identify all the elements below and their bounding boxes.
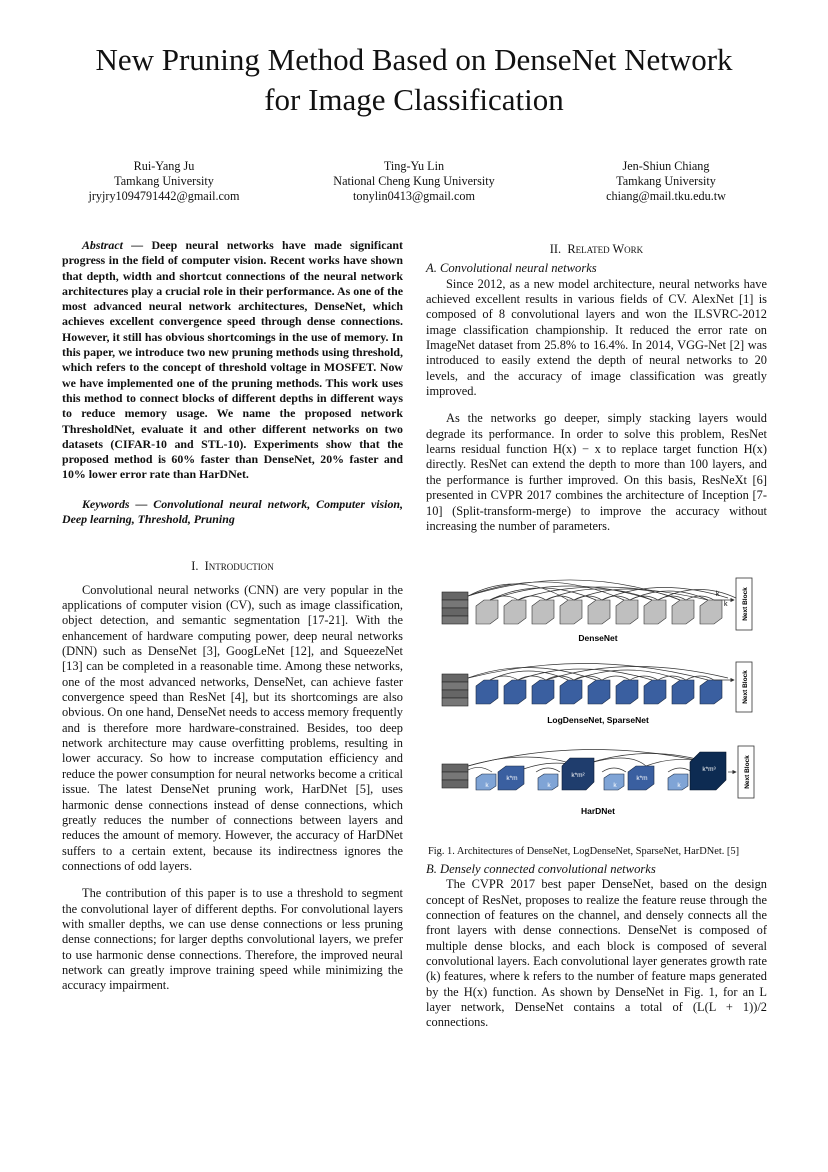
- next-block-label: Next Block: [742, 670, 749, 704]
- section-number: I.: [191, 559, 199, 574]
- author-affiliation: Tamkang University: [616, 174, 716, 188]
- abstract: [62, 238, 403, 483]
- related-paragraph-b1: The CVPR 2017 best paper DenseNet, based on the design concept of ResNet, proposes to realize the feature reuse through the connection of features on the channel, and densely connects all the front layers with dense connections. DenseNet is composed of multiple dense blocks, and each block is composed of several convolutional layers. Each convolutional layer generates growth rate (k) features, where k refers to the number of feature maps generated by the H(x) function. As shown by DenseNet in Fig. 1, for an L layer network, DenseNet contains a total of (L(L + 1))/2 connections.: [426, 877, 767, 1030]
- intro-paragraph-2: The contribution of this paper is to use a threshold to segment the convolutional layer of different depths. For convolutional layers with smaller depths, we can use dense connections or less pruning dense connections; for larger depths convolutional layers, we prefer to use harmonic dense connections. Therefore, the improved neural network can greatly improve training speed while minimizing the accuracy impairment.: [62, 886, 403, 993]
- author-3: [546, 159, 786, 204]
- author-email: tonylin0413@gmail.com: [353, 189, 475, 203]
- intro-paragraph-1: Convolutional neural networks (CNN) are very popular in the applications of computer vision (CV), such as image classification, object detection, and semantic segmentation [17-21]. With the enhancement of hardware computing power, deep neural networks (DNN) such as DenseNet [3], GoogLeNet [12], and SqueezeNet [13] can be completed in a reasonable time. Among these networks, one of the most advanced networks, DenseNet, can achieve faster convergence speed than ResNet [4], but its shortcomings are also obvious. On one hand, DenseNet needs to access memory frequently and is therefore more hardware-constrained. Besides, too deep network architecture may cause overfitting problems, resulting in lower accuracy. So how to increase computation efficiency and reduce the power consumption for neural networks become a critical issue. The latest DenseNet pruning work, HarDNet [5], uses harmonic dense connections instead of dense connections, which greatly reduces the number of connections between layers and reduces the amount of memory. However, the accuracy of HarDNet suffers to a certain extent, because its indirectness ignores the connections of odd layers.: [62, 582, 403, 873]
- logdensenet-label: LogDenseNet, SparseNet: [547, 715, 649, 725]
- right-column: [426, 242, 767, 534]
- figure-caption: Fig. 1. Architectures of DenseNet, LogDenseNet, SparseNet, HarDNet. [5]: [428, 846, 740, 858]
- author-affiliation: National Cheng Kung University: [333, 174, 495, 188]
- abstract-lead: Abstract —: [82, 238, 144, 252]
- input-stack-icon: [442, 674, 468, 706]
- input-stack-icon: [442, 764, 468, 788]
- subsection-heading-a: A. Convolutional neural networks: [426, 261, 597, 276]
- paper-title: [40, 40, 788, 120]
- keywords: Keywords — Convolutional neural network, Computer vision, Deep learning, Threshold, Pruning: [62, 496, 403, 527]
- author-affiliation: Tamkang University: [114, 174, 214, 188]
- section-title: Introduction: [204, 559, 274, 574]
- title-line-1: New Pruning Method Based on DenseNet Network: [95, 42, 733, 77]
- left-column: [62, 238, 403, 994]
- author-1: [44, 159, 284, 204]
- dense-connections: [468, 580, 736, 600]
- author-name: Jen-Shiun Chiang: [622, 159, 710, 173]
- subsection-heading-b: B. Densely connected convolutional networks: [426, 862, 656, 876]
- block-label: k*m²: [571, 772, 585, 779]
- block-label: k: [677, 782, 681, 789]
- layer-blocks: [476, 680, 722, 704]
- block-label: k: [547, 782, 551, 789]
- densenet-panel: [442, 578, 752, 643]
- next-block-label: Next Block: [744, 755, 751, 789]
- block-label: k*m: [506, 775, 518, 782]
- block-label: k*m: [636, 775, 648, 782]
- section-number: II.: [549, 242, 562, 256]
- input-stack-icon: [442, 592, 468, 624]
- related-paragraph-a1: Since 2012, as a new model architecture, neural networks have achieved excellent results in various fields of CV. AlexNet [1] is composed of 8 convolutional layers and won the ILSVRC-2012 image classification championship. It reduced the error rate on ImageNet dataset from 25.8% to 16.4%. In 2014, VGG-Net [2] was introduced to easily extend the depth of neural networks to 20 levels, and the accuracy of image classification was greatly improved.: [426, 276, 767, 399]
- layer-blocks: [476, 600, 722, 624]
- title-line-2: for Image Classification: [264, 82, 564, 117]
- growth-mark: k: [716, 591, 720, 598]
- author-name: Rui-Yang Ju: [133, 159, 195, 173]
- right-column-lower: [426, 862, 767, 1031]
- densenet-label: DenseNet: [578, 633, 618, 643]
- section-heading-introduction: [62, 559, 403, 574]
- related-paragraph-a2: As the networks go deeper, simply stacking layers would degrade its performance. In order to solve this problem, ResNet learns residual function H(x) − x to replace target function H(x) directly. ResNet can extend the depth to more than 100 layers, and the performance is further improved. On this basis, ResNeXt [6] presented in CVPR 2017 combines the architecture of Inception [7-10] (Split-transform-merge) to improve the accuracy without increasing the number of parameters.: [426, 411, 767, 533]
- sparse-connections: [468, 663, 734, 680]
- block-label: k: [613, 782, 617, 789]
- growth-mark: k: [724, 601, 728, 608]
- figure-1: [428, 566, 768, 818]
- author-email: jryjry1094791442@gmail.com: [88, 189, 240, 203]
- hardnet-panel: [442, 746, 754, 816]
- section-title: Related Work: [567, 242, 644, 256]
- section-heading-related-work: [426, 242, 767, 257]
- hardnet-label: HarDNet: [580, 806, 616, 816]
- abstract-text: Deep neural networks have made significant progress in the field of computer vision. Recent works have shown that depth, width and shortcut connections of the neural network architectures play a crucial role in their performance. As one of the most advanced neural network architectures, DenseNet, which achieves excellent convergence speed through dense connections. However, it still has obvious shortcomings in the use of memory. In this paper, we introduce two new pruning methods using threshold, which refers to the concept of threshold voltage in MOSFET. Now we have implemented one of the pruning methods. This work uses this method to connect blocks of different depths in different ways to reduce memory usage. We name the proposed network ThresholdNet, evaluate it and other different networks on two datasets (CIFAR-10 and STL-10). Experiments show that the proposed method is 60% faster than DenseNet, 20% faster and 10% lower error rate than HarDNet.: [62, 238, 403, 482]
- logdensenet-panel: [442, 662, 752, 725]
- figure-1-diagram: [428, 566, 768, 818]
- next-block-label: Next Block: [742, 587, 749, 621]
- block-label: k*m³: [702, 766, 716, 773]
- block-label: k: [485, 782, 489, 789]
- author-name: Ting-Yu Lin: [383, 159, 445, 173]
- author-2: [294, 159, 534, 204]
- author-email: chiang@mail.tku.edu.tw: [606, 189, 726, 203]
